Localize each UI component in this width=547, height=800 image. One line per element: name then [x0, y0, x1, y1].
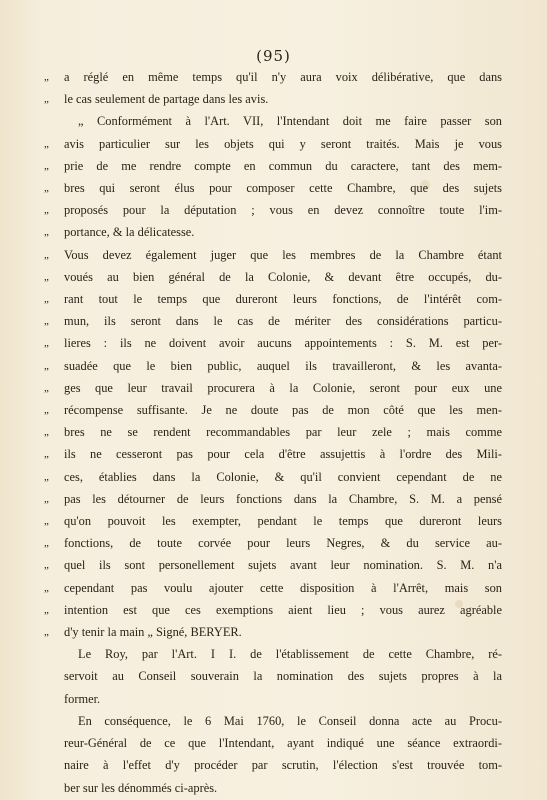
text-line	[44, 643, 502, 665]
quote-mark	[44, 665, 64, 687]
quote-mark: „	[44, 404, 49, 417]
quote-mark: „	[44, 426, 49, 439]
text-line	[44, 199, 502, 221]
text-line	[44, 688, 502, 710]
line-text: bres qui seront élus pour composer cette Chambre, que des sujets	[64, 181, 502, 196]
quote-mark	[44, 710, 64, 732]
paragraph	[44, 66, 502, 110]
text-line	[44, 577, 502, 599]
text-line	[44, 177, 502, 199]
quote-mark: „	[44, 226, 49, 239]
paragraph	[44, 710, 502, 799]
quote-mark: „	[44, 448, 49, 461]
quote-mark: „	[44, 537, 49, 550]
paragraph	[44, 110, 502, 243]
text-line	[44, 221, 502, 243]
text-line	[44, 244, 502, 266]
text-line	[44, 288, 502, 310]
quote-mark: „	[44, 359, 49, 372]
quote-mark	[44, 777, 64, 799]
quote-mark: „	[44, 470, 49, 483]
text-line	[44, 88, 502, 110]
quote-mark	[44, 732, 64, 754]
line-text: cependant pas voulu ajouter cette disposition à l'Arrêt, mais son	[64, 580, 502, 595]
line-text: a réglé en même temps qu'il n'y aura voix délibérative, que dans	[64, 70, 502, 84]
text-line	[44, 443, 502, 465]
line-text: qu'on pouvoit les exempter, pendant le temps que dureront leurs	[64, 514, 502, 529]
line-text: ces, établies dans la Colonie, & qu'il convient cependant de ne	[64, 469, 502, 484]
quote-mark: „	[44, 559, 49, 572]
text-line	[44, 466, 502, 488]
quote-mark: „	[44, 204, 49, 217]
line-text: mun, ils seront dans le cas de mériter des considérations particu-	[64, 314, 502, 329]
line-text: portance, & la délicatesse.	[64, 225, 195, 240]
text-line	[44, 665, 502, 687]
text-line	[44, 621, 502, 643]
quote-mark: „	[44, 581, 49, 594]
line-text: ges que leur travail procurera à la Colonie, seront pour eux une	[64, 380, 502, 395]
text-line	[44, 266, 502, 288]
text-line	[44, 110, 502, 132]
line-text: bres ne se rendent recommandables par leur zele ; mais comme	[64, 425, 502, 440]
quote-mark: „	[44, 337, 49, 350]
text-line	[44, 66, 502, 88]
quote-mark: „	[44, 315, 49, 328]
text-line	[44, 777, 502, 799]
line-text: prie de me rendre compte en commun du caractere, tant des mem-	[64, 158, 502, 173]
paragraph	[44, 244, 502, 644]
line-text: „ Conformément à l'Art. VII, l'Intendant doit me faire passer son	[78, 114, 502, 129]
text-line	[44, 355, 502, 377]
line-text: lieres : ils ne doivent avoir aucuns appointements : S. M. est per-	[64, 336, 502, 351]
quote-mark: „	[44, 137, 49, 150]
quote-mark: „	[44, 293, 49, 306]
line-text: suadée que le bien public, auquel ils travailleront, & les avanta-	[64, 358, 502, 373]
text-line	[44, 155, 502, 177]
quote-mark: „	[44, 270, 49, 283]
line-text: proposés pour la députation ; vous en devez connoître toute l'im-	[64, 203, 502, 218]
text-line	[44, 332, 502, 354]
quote-mark	[44, 110, 64, 132]
quote-mark	[44, 643, 64, 665]
body-text	[44, 66, 502, 799]
text-line	[44, 488, 502, 510]
line-text: rant tout le temps que dureront leurs fonctions, de l'intérêt com-	[64, 292, 502, 307]
quote-mark: „	[44, 492, 49, 505]
line-text: intention est que ces exemptions aient lieu ; vous aurez agréable	[64, 602, 502, 617]
quote-mark: „	[44, 515, 49, 528]
line-text: fonctions, de toute corvée pour leurs Negres, & du service au-	[64, 536, 502, 551]
line-text: former.	[64, 691, 101, 706]
paragraph	[44, 643, 502, 710]
quote-mark: „	[44, 93, 49, 106]
text-line	[44, 377, 502, 399]
quote-mark: „	[44, 603, 49, 616]
line-text: En conséquence, le 6 Mai 1760, le Conseil donna acte au Procu-	[78, 713, 502, 728]
line-text: quel ils sont personellement sujets avant leur nomination. S. M. n'a	[64, 558, 502, 573]
page-number: (95)	[256, 47, 291, 65]
text-line	[44, 133, 502, 155]
line-text: Vous devez également juger que les membres de la Chambre étant	[64, 247, 502, 262]
text-line	[44, 732, 502, 754]
quote-mark: „	[44, 381, 49, 394]
text-line	[44, 399, 502, 421]
line-text: d'y tenir la main „ Signé, BERYER.	[64, 625, 242, 640]
line-text: reur-Général de ce que l'Intendant, ayant indiqué une séance extraordi-	[64, 736, 502, 751]
line-text: avis particulier sur les objets qui y seront traités. Mais je vous	[64, 136, 502, 151]
quote-mark: „	[44, 248, 49, 261]
text-line	[44, 754, 502, 776]
quote-mark: „	[44, 159, 49, 172]
line-text: voués au bien général de la Colonie, & devant être occupés, du-	[64, 269, 502, 284]
line-text: le cas seulement de partage dans les avis.	[64, 92, 269, 107]
quote-mark: „	[44, 182, 49, 195]
quote-mark	[44, 754, 64, 776]
line-text: récompense suffisante. Je ne doute pas de mon côté que les men-	[64, 403, 502, 418]
text-line	[44, 421, 502, 443]
text-line	[44, 532, 502, 554]
text-line	[44, 310, 502, 332]
quote-mark	[44, 688, 64, 710]
line-text: servoit au Conseil souverain la nomination des sujets propres à la	[64, 669, 502, 684]
line-text: naire à l'effet d'y procéder par scrutin, l'élection s'est trouvée tom-	[64, 758, 502, 773]
quote-mark: „	[44, 71, 49, 83]
text-line	[44, 554, 502, 576]
line-text: ber sur les dénommés ci-après.	[64, 780, 218, 795]
text-line	[44, 510, 502, 532]
line-text: Le Roy, par l'Art. I I. de l'établissement de cette Chambre, ré-	[78, 647, 502, 662]
quote-mark: „	[44, 626, 49, 639]
line-text: pas les détourner de leurs fonctions dans la Chambre, S. M. a pensé	[64, 491, 502, 506]
text-line	[44, 710, 502, 732]
text-line	[44, 599, 502, 621]
line-text: ils ne cesseront pas pour cela d'être assujettis à l'ordre des Mili-	[64, 447, 502, 462]
